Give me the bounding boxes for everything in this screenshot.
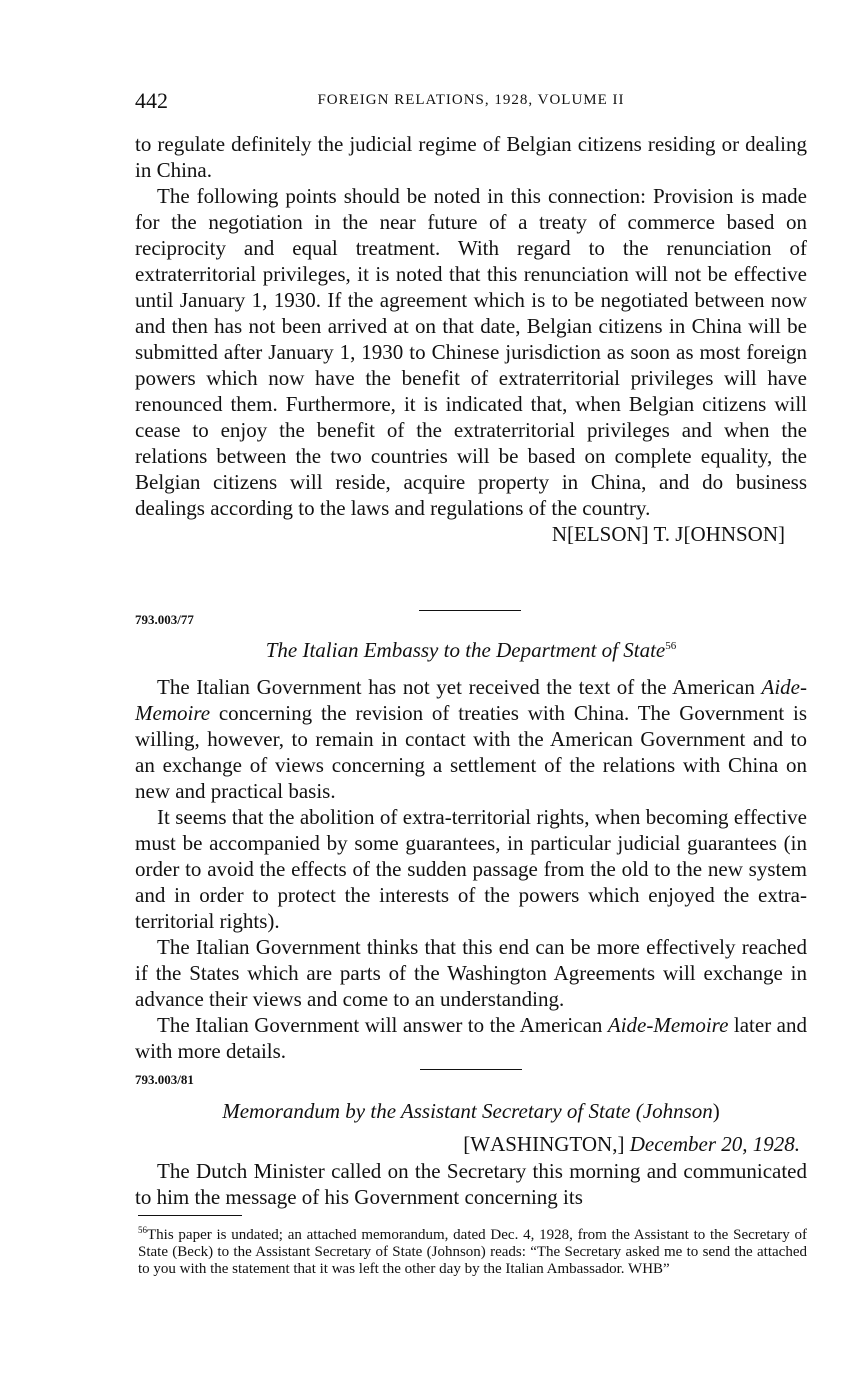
- memorandum-text: [135, 1158, 807, 1210]
- footnote: [138, 1222, 807, 1278]
- continuation-section: [135, 131, 807, 547]
- document-title: Memorandum by the Assistant Secretary of State (Johnson): [222, 1099, 720, 1123]
- document-title: The Italian Embassy to the Department of State$^{56}$: [265, 638, 677, 662]
- paragraph: to regulate definitely the judicial regime of Belgian citizens residing or dealing in China.: [135, 132, 807, 182]
- paragraph: The Italian Government has not yet received the text of the American Aide-Memoire concerning the revision of treaties with China. The Government is willing, however, to remain in contact with the American Government and to an exchange of views concerning a settlement of the relations with China on new and practical basis.: [135, 675, 807, 803]
- footnote-text: This paper is undated; an attached memorandum, dated Dec. 4, 1928, from the Assistant to the Secretary of State (Beck) to the Assistant Secretary of State (Johnson) reads: “The Secretary asked me to send the attached to you with the statement that it was left the other day by the Italian Ambassador. WHB”: [138, 1227, 807, 1277]
- footnote-rule: [138, 1215, 242, 1216]
- footnote-ref: 56: [665, 640, 677, 652]
- section-divider: [419, 610, 521, 611]
- signature: N[ELSON] T. J[OHNSON]: [551, 522, 785, 546]
- paragraph: It seems that the abolition of extra-territorial rights, when becoming effective must be accompanied by some guarantees, in particular judicial guarantees (in order to avoid the effects of the sudden passage from the old to the new system and in order to protect the interests of the powers which enjoyed the extra-territorial rights).: [135, 805, 807, 933]
- paragraph: The Italian Government will answer to the American Aide-Memoire later and with more details.: [135, 1013, 807, 1063]
- italian-embassy-text: [135, 674, 807, 1064]
- file-number: 793.003/77: [135, 612, 194, 627]
- running-head: FOREIGN RELATIONS, 1928, VOLUME II: [317, 92, 625, 108]
- file-number: 793.003/81: [135, 1072, 194, 1087]
- paragraph: The Dutch Minister called on the Secretary this morning and communicated to him the message of his Government concerning its: [135, 1159, 807, 1209]
- paragraph: The Italian Government thinks that this end can be more effectively reached if the States which are parts of the Washington Agreements will exchange in advance their views and come to an understanding.: [135, 935, 807, 1011]
- page-header: [135, 88, 807, 116]
- dateline: [WASHINGTON,] December 20, 1928.: [463, 1132, 800, 1156]
- paragraph: The following points should be noted in this connection: Provision is made for the negotiation in the near future of a treaty of commerce based on reciprocity and equal treatment. With regard to the renunciation of extraterritorial privileges, it is noted that this renunciation will not be effective until January 1, 1930. If the agreement which is to be negotiated between now and then has not been arrived at on that date, Belgian citizens in China will be submitted after January 1, 1930 to Chinese jurisdiction as soon as most foreign powers which now have the benefit of extraterritorial privileges will have renounced them. Furthermore, it is indicated that, when Belgian citizens will cease to enjoy the benefit of the extraterritorial privileges and when the relations between the two countries will be based on complete equality, the Belgian citizens will reside, acquire property in China, and do business dealings according to the laws and regulations of the country.: [135, 184, 807, 520]
- footnote-number: 56: [138, 1225, 147, 1235]
- section-divider: [420, 1069, 522, 1070]
- page-number: 442: [135, 88, 168, 113]
